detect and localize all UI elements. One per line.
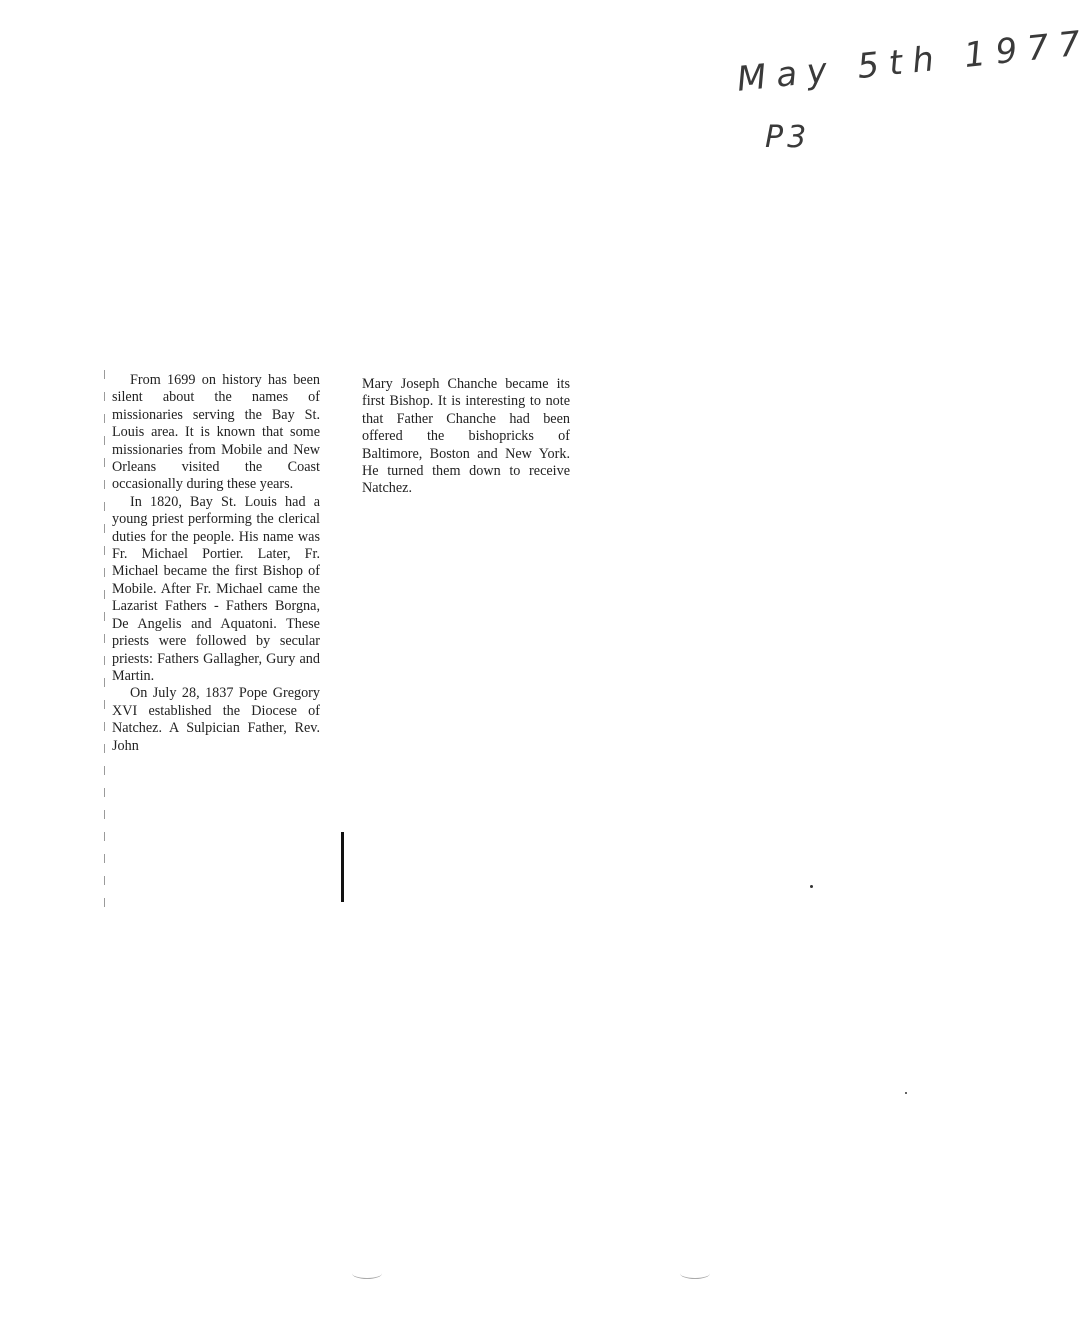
article-paragraph: Mary Joseph Chanche became its first Bishop. It is interesting to note that Father Chanche had been offered the bishopricks of Baltimore, Boston and New York. He turned them down to receive Natchez. xyxy=(362,376,570,497)
article-paragraph: In 1820, Bay St. Louis had a young priest performing the clerical duties for the people. His name was Fr. Michael Portier. Later, Fr. Michael became the first Bishop of Mobile. After Fr. Michael came the Lazarist Fathers - Fathers Borgna, De Angelis and Aquatoni. These priests were followed by secular priests: Fathers Gallagher, Gury and Martin. xyxy=(112,493,320,684)
clipping-cut-edge xyxy=(104,370,105,910)
scan-shadow-mark xyxy=(352,1268,382,1279)
handwritten-date: May 5th 1977 xyxy=(735,22,1092,100)
column-rule xyxy=(341,832,344,902)
article-paragraph: From 1699 on history has been silent about the names of missionaries serving the Bay St. Louis area. It is known that some missionaries from Mobile and New Orleans visited the Coast occasionally during these years. xyxy=(112,372,320,493)
scan-shadow-mark xyxy=(680,1268,710,1279)
article-left-column xyxy=(112,372,320,755)
article-paragraph: On July 28, 1837 Pope Gregory XVI established the Diocese of Natchez. A Sulpician Father, Rev. John xyxy=(112,685,320,754)
handwritten-page-number: P3 xyxy=(765,120,811,155)
scan-speck xyxy=(905,1092,907,1094)
handwritten-note xyxy=(735,22,1092,170)
article-right-column xyxy=(362,376,570,498)
scan-speck xyxy=(810,885,813,888)
